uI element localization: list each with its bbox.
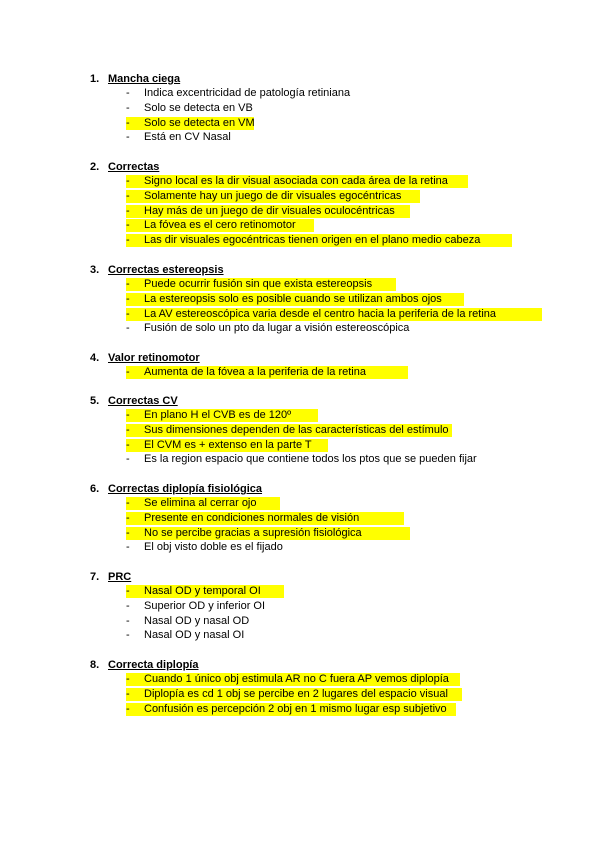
bullet-dash: - xyxy=(126,322,130,335)
option-text: Signo local es la dir visual asociada con cada área de la retina xyxy=(144,175,448,187)
question-4 xyxy=(90,351,560,380)
bullet-dash: - xyxy=(126,511,130,524)
bullet-dash: - xyxy=(126,189,130,202)
bullet-dash: - xyxy=(126,702,130,715)
option-text: Confusión es percepción 2 obj en 1 mismo lugar esp subjetivo xyxy=(144,702,447,715)
option-highlighted xyxy=(90,511,560,526)
option-text: Superior OD y inferior OI xyxy=(144,599,266,612)
option-highlighted xyxy=(90,438,560,453)
question-number: 8. xyxy=(90,659,100,671)
option-text: En plano H el CVB es de 120º xyxy=(144,409,292,421)
option-text: El CVM es + extenso en la parte T xyxy=(144,438,312,451)
question-title: Mancha ciega xyxy=(108,73,181,85)
question-heading xyxy=(90,482,560,496)
option-highlighted xyxy=(90,116,560,131)
option-text: Diplopía es cd 1 obj se percibe en 2 lugares del espacio visual xyxy=(144,687,448,700)
question-heading xyxy=(90,658,560,672)
bullet-dash: - xyxy=(126,497,130,509)
option-highlighted xyxy=(90,233,560,248)
option-text: La fóvea es el cero retinomotor xyxy=(144,219,296,232)
question-5 xyxy=(90,394,560,467)
bullet-dash: - xyxy=(126,687,130,700)
question-1 xyxy=(90,72,560,145)
option-highlighted xyxy=(90,687,560,702)
question-title: Valor retinomotor xyxy=(108,352,200,364)
question-heading xyxy=(90,263,560,277)
option xyxy=(90,614,560,629)
option-text: La AV estereoscópica varia desde el centro hacia la periferia de la retina xyxy=(144,307,497,320)
bullet-dash: - xyxy=(126,204,130,217)
option-highlighted xyxy=(90,365,560,380)
question-title: Correctas xyxy=(108,161,160,173)
option-text: El obj visto doble es el fijado xyxy=(144,541,283,554)
option-text: Las dir visuales egocéntricas tienen origen en el plano medio cabeza xyxy=(144,234,481,247)
bullet-dash: - xyxy=(126,673,130,685)
question-7 xyxy=(90,570,560,643)
bullet-dash: - xyxy=(126,278,130,290)
question-title: Correctas estereopsis xyxy=(108,264,224,276)
question-number: 2. xyxy=(90,161,100,173)
question-number: 3. xyxy=(90,264,100,276)
bullet-dash: - xyxy=(126,585,130,597)
option-text: Se elimina al cerrar ojo xyxy=(144,497,257,509)
question-number: 6. xyxy=(90,483,100,495)
option-text: Presente en condiciones normales de visión xyxy=(144,511,360,524)
question-6 xyxy=(90,482,560,555)
option-text: Aumenta de la fóvea a la periferia de la retina xyxy=(144,366,366,378)
option-text: Fusión de solo un pto da lugar a visión estereoscópica xyxy=(144,322,410,335)
option-text: Es la region espacio que contiene todos los ptos que se pueden fijar xyxy=(144,453,477,466)
option xyxy=(90,540,560,555)
option-text: Hay más de un juego de dir visuales oculocéntricas xyxy=(144,204,395,217)
option-text: Nasal OD y nasal OI xyxy=(144,629,245,642)
bullet-dash: - xyxy=(126,101,130,114)
bullet-dash: - xyxy=(126,366,130,378)
option xyxy=(90,86,560,101)
bullet-dash: - xyxy=(126,438,130,451)
bullet-dash: - xyxy=(126,541,130,554)
option xyxy=(90,452,560,467)
option-text: No se percibe gracias a supresión fisiológica xyxy=(144,526,362,539)
bullet-dash: - xyxy=(126,423,130,436)
question-title: Correctas CV xyxy=(108,395,178,407)
option-text: Sus dimensiones dependen de las características del estímulo xyxy=(144,423,449,436)
bullet-dash: - xyxy=(126,175,130,187)
option xyxy=(90,628,560,643)
bullet-dash: - xyxy=(126,526,130,539)
bullet-dash: - xyxy=(126,453,130,466)
question-title: Correctas diplopía fisiológica xyxy=(108,483,263,495)
option-highlighted xyxy=(90,423,560,438)
bullet-dash: - xyxy=(126,219,130,232)
option-highlighted xyxy=(90,189,560,204)
option-highlighted xyxy=(90,496,560,511)
option-text: Solamente hay un juego de dir visuales egocéntricas xyxy=(144,189,402,202)
option-highlighted xyxy=(90,307,560,322)
option xyxy=(90,101,560,116)
bullet-dash: - xyxy=(126,292,130,305)
option-highlighted xyxy=(90,584,560,599)
option-highlighted xyxy=(90,702,560,717)
bullet-dash: - xyxy=(126,116,130,129)
question-2 xyxy=(90,160,560,248)
bullet-dash: - xyxy=(126,234,130,247)
option-highlighted xyxy=(90,292,560,307)
option-highlighted xyxy=(90,672,560,687)
question-title: PRC xyxy=(108,571,132,583)
bullet-dash: - xyxy=(126,599,130,612)
question-heading xyxy=(90,160,560,174)
option-text: Solo se detecta en VB xyxy=(144,101,253,114)
option xyxy=(90,321,560,336)
bullet-dash: - xyxy=(126,629,130,642)
question-3 xyxy=(90,263,560,336)
question-8 xyxy=(90,658,560,716)
option-highlighted xyxy=(90,174,560,189)
question-number: 4. xyxy=(90,352,100,364)
option-text: Nasal OD y nasal OD xyxy=(144,614,250,627)
bullet-dash: - xyxy=(126,409,130,421)
bullet-dash: - xyxy=(126,614,130,627)
option-highlighted xyxy=(90,204,560,219)
option-text: Está en CV Nasal xyxy=(144,131,231,144)
question-number: 5. xyxy=(90,395,100,407)
question-heading xyxy=(90,72,560,86)
question-heading xyxy=(90,351,560,365)
option-highlighted xyxy=(90,408,560,423)
option-text: Solo se detecta en VM xyxy=(144,116,255,129)
option-highlighted xyxy=(90,218,560,233)
option-text: Indica excentricidad de patología retiniana xyxy=(144,87,351,99)
option-text: Nasal OD y temporal OI xyxy=(144,585,261,597)
option-text: Puede ocurrir fusión sin que exista estereopsis xyxy=(144,278,373,290)
question-number: 7. xyxy=(90,571,100,583)
option xyxy=(90,599,560,614)
option-text: Cuando 1 único obj estimula AR no C fuera AP vemos diplopía xyxy=(144,673,449,685)
option xyxy=(90,130,560,145)
option-text: La estereopsis solo es posible cuando se utilizan ambos ojos xyxy=(144,292,442,305)
question-title: Correcta diplopía xyxy=(108,659,199,671)
option-highlighted xyxy=(90,277,560,292)
bullet-dash: - xyxy=(126,131,130,144)
option-highlighted xyxy=(90,526,560,541)
bullet-dash: - xyxy=(126,87,130,99)
question-heading xyxy=(90,570,560,584)
question-number: 1. xyxy=(90,73,100,85)
question-heading xyxy=(90,394,560,408)
bullet-dash: - xyxy=(126,307,130,320)
